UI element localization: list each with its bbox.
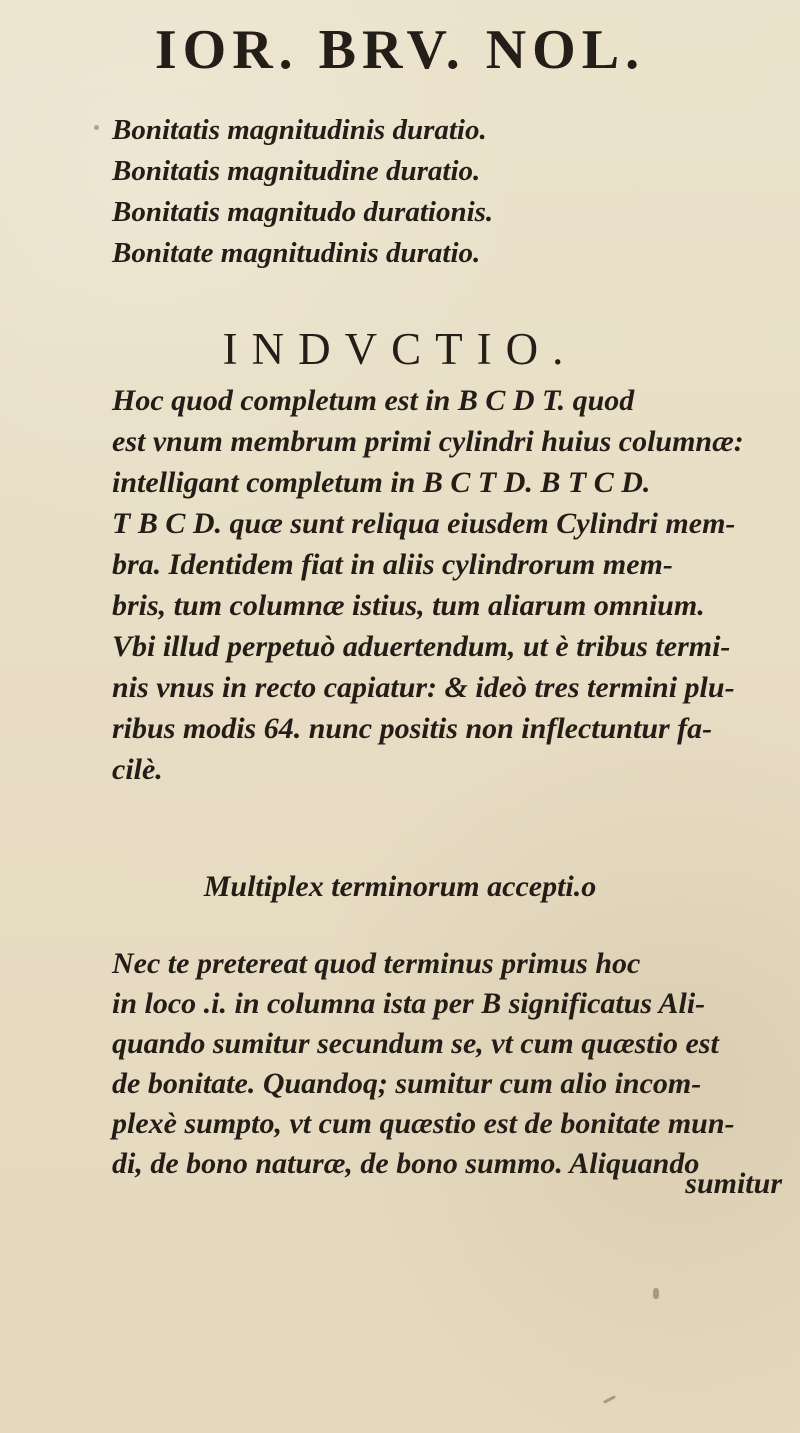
catchword: sumitur	[685, 1167, 782, 1200]
paragraph-one	[112, 380, 788, 790]
paragraph-line: bra. Identidem fiat in aliis cylindrorum mem-	[112, 548, 673, 581]
paragraph-line: Hoc quod completum est in B C D T. quod	[112, 384, 635, 417]
running-header: IOR. BRV. NOL.	[154, 19, 646, 81]
paragraph-line: bris, tum columnæ istius, tum aliarum omnium.	[112, 589, 705, 622]
paragraph-two	[112, 944, 788, 1184]
verse-line: Bonitatis magnitudine duratio.	[112, 155, 481, 187]
verse-block	[112, 110, 712, 274]
ink-spot	[603, 1395, 616, 1404]
ink-spot	[653, 1288, 659, 1299]
paragraph-line: in loco .i. in columna ista per B significatus Ali-	[112, 987, 706, 1020]
paragraph-line: plexè sumpto, vt cum quæstio est de bonitate mun-	[112, 1107, 735, 1140]
paragraph-line: T B C D. quæ sunt reliqua eiusdem Cylindri mem-	[112, 507, 736, 540]
subheading: Multiplex terminorum accepti.o	[203, 870, 597, 903]
verse-line: Bonitatis magnitudinis duratio.	[112, 114, 487, 146]
paragraph-line: quando sumitur secundum se, vt cum quæstio est	[112, 1027, 719, 1060]
verse-line: Bonitatis magnitudo durationis.	[112, 196, 494, 228]
paragraph-line: Nec te pretereat quod terminus primus hoc	[112, 947, 641, 980]
paragraph-line: est vnum membrum primi cylindri huius columnæ:	[112, 425, 744, 458]
ink-spot	[94, 125, 99, 130]
verse-line: Bonitate magnitudinis duratio.	[112, 237, 481, 269]
paragraph-line: cilè.	[112, 753, 163, 786]
paragraph-line: Vbi illud perpetuò aduertendum, ut è tribus termi-	[112, 630, 731, 663]
paragraph-line: intelligant completum in B C T D. B T C D.	[112, 466, 651, 499]
paragraph-line: nis vnus in recto capiatur: & ideò tres termini plu-	[112, 671, 735, 704]
paragraph-line: de bonitate. Quandoq; sumitur cum alio incom-	[112, 1067, 702, 1100]
section-title: INDVCTIO.	[222, 324, 578, 374]
paragraph-line: di, de bono naturæ, de bono summo. Aliquando	[112, 1147, 700, 1180]
paragraph-line: ribus modis 64. nunc positis non inflectuntur fa-	[112, 712, 713, 745]
